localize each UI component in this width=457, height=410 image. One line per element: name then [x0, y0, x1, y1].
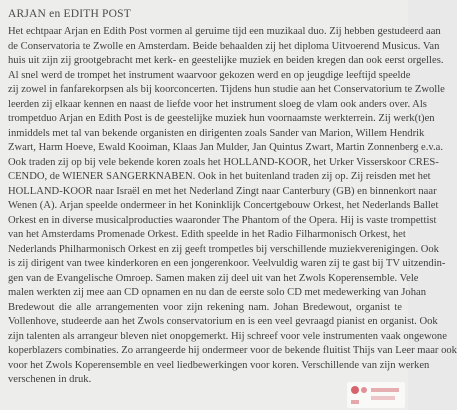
body-line: is zij dirigent van twee kinderkoren en een jongerenkoor. Veelvuldig waren zij te gast bij TV uitzendin-	[8, 258, 446, 269]
watermark-logo-icon	[347, 382, 405, 408]
document-body	[8, 25, 457, 388]
body-line: malen werkten zij mee aan CD opnamen en nu dan de eerste solo CD met medewerking van Johan	[8, 287, 427, 298]
body-line: verschenen in druk.	[8, 374, 92, 385]
body-line: Zwart, Harm Hoeve, Ewald Kooiman, Klaas Jan Mulder, Jan Quintus Zwart, Martin Zonnenberg e.v.a.	[8, 142, 443, 153]
body-line: CENDO, de WIENER SANGERKNABEN. Ook in het buitenland traden zij op. Zij reisden met het	[8, 171, 431, 182]
body-line: de Conservatoria te Zwolle en Amsterdam. Beide behaalden zij het diploma Uitvoerend Musicus. Van	[8, 40, 440, 52]
body-line: leerden zij elkaar kennen en naast de liefde voor het instrument sloeg de vlam ook anders over. Als	[8, 98, 427, 110]
body-line: Het echtpaar Arjan en Edith Post vormen al geruime tijd een muzikaal duo. Zij hebben gestudeerd aan	[8, 26, 441, 37]
body-line: inmiddels met tal van bekende organisten en dirigenten zoals Sander van Marion, Willem Hendrik	[8, 127, 425, 139]
body-line: voor het Zwols Koperensemble en veel liedbewerkingen voor koren. Verschillende van zijn werken	[8, 359, 430, 371]
body-line: gen van de Evangelische Omroep. Samen maken zij deel uit van het Zwols Koperensemble. Vele	[8, 272, 419, 284]
body-line: HOLLAND-KOOR naar Israël en met het Nederland Zingt naar Canterbury (GB) en binnenkort naar	[8, 185, 437, 197]
body-line: Vollenhove, studeerde aan het Zwols conservatorium en is een veel gevraagd pianist en organist. Ook	[8, 316, 438, 327]
body-line: Nederlands Philharmonisch Orkest en zij geeft trompetles bij verschillende muziekverenigingen. Ook	[8, 243, 439, 255]
body-line: Wenen (A). Arjan speelde ondermeer in het Koninklijk Concertgebouw Orkest, het Nederlands Ballet	[8, 200, 439, 211]
body-line: zijn talenten als arrangeur bleven niet onopgemerkt. Hij schreef voor vele instrumenten vaak ongewone	[8, 330, 447, 342]
body-line: Orkest en in diverse musicalproducties waaronder The Phantom of the Opera. Hij is vaste trompettist	[8, 214, 437, 226]
body-line: trompetduo Arjan en Edith Post is de geestelijke muziek hun voornaamste werkterrein. Zij werk(t)en	[8, 113, 435, 124]
body-line: Al snel werd de trompet het instrument waarvoor gekozen werd en op jeugdige leeftijd speelde	[8, 69, 411, 81]
document-title: ARJAN en EDITH POST	[8, 8, 131, 20]
body-line: huis uit zijn zij grootgebracht met kerk- en geestelijke muziek en beiden kregen dan ook eerst orgelles.	[8, 55, 444, 66]
body-line: koperblazers combinaties. Zo arrangeerde hij ondermeer voor de bekende fluitist Thijs van Leer maar ook	[8, 345, 457, 356]
body-line: van het Amsterdams Promenade Orkest. Edith speelde in het Radio Filharmonisch Orkest, het	[8, 229, 406, 240]
body-line: zij zowel in fanfarekorpsen als bij koorconcerten. Tijdens hun studie aan het Conservatorium te Zwolle	[8, 84, 445, 95]
body-line: Ook traden zij op bij vele bekende koren zoals het HOLLAND-KOOR, het Urker Visserskoor CRES-	[8, 156, 439, 168]
body-line: Bredewout die alle arrangementen voor zijn rekening nam. Johan Bredewout, organist te	[8, 301, 402, 313]
